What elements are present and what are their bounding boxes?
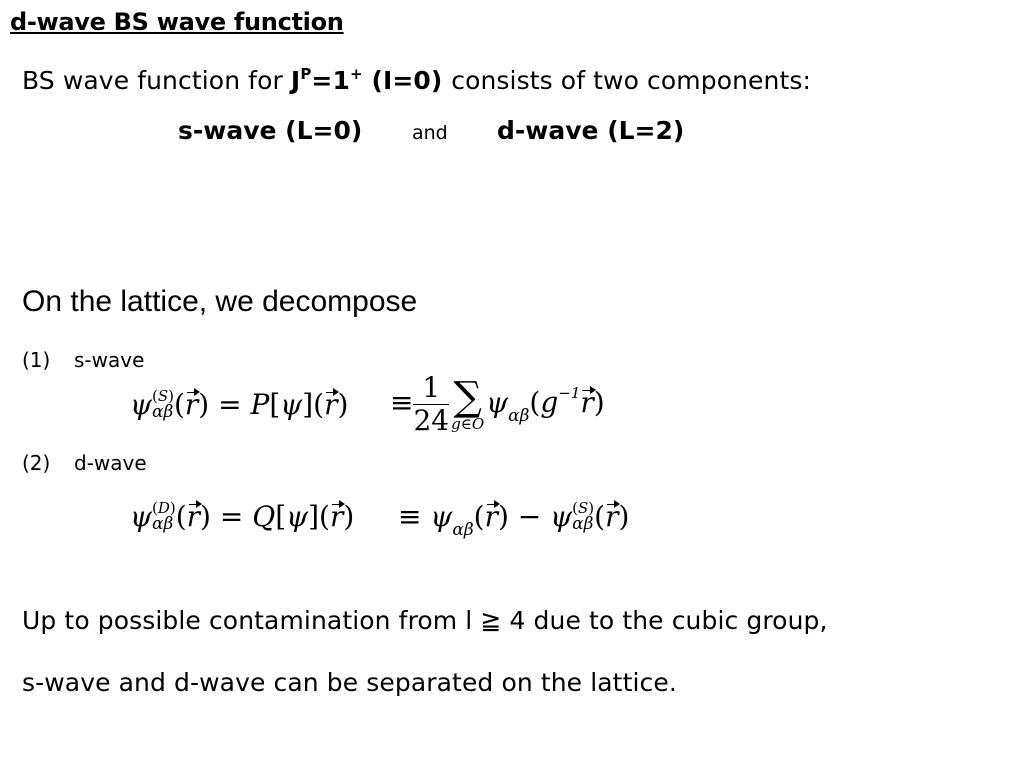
- slide-title: d-wave BS wave function: [10, 8, 344, 36]
- list-item-s-wave: [22, 348, 144, 372]
- component-connector: and: [412, 122, 448, 144]
- closing-line-contamination: Up to possible contamination from l ≧ 4 due to the cubic group,: [22, 606, 828, 635]
- d-wave-difference-equation: ≡ $\psi_{\alpha\beta}(r) - \psi$ (S) αβ (r): [398, 498, 630, 540]
- d-wave-projection-equation: ψ (D) αβ (r) = Q[ψ](r): [130, 498, 355, 534]
- list-item-d-wave: [22, 451, 147, 475]
- intro-suffix: consists of two components:: [451, 66, 812, 95]
- intro-prefix: BS wave function for: [22, 66, 291, 95]
- item-number: (1): [22, 348, 51, 372]
- item-label: d-wave: [74, 451, 147, 475]
- s-wave-component: s-wave (L=0): [178, 116, 363, 145]
- s-wave-average-equation: ≡ $\frac{1}{24}$ ∑ g∈O $\psi_{\alpha\beta}(g^{-1}r)$: [390, 371, 605, 438]
- d-wave-component: d-wave (L=2): [497, 116, 685, 145]
- item-label: s-wave: [74, 348, 145, 372]
- decompose-heading: On the lattice, we decompose: [22, 285, 418, 318]
- intro-sentence: [22, 66, 811, 95]
- closing-line-separation: s-wave and d-wave can be separated on the lattice.: [22, 668, 677, 697]
- s-wave-projection-equation: ψ (S) αβ (r) = P[ψ](r): [130, 386, 349, 422]
- item-number: (2): [22, 451, 51, 475]
- quantum-numbers: $J^P=1^+$ (I=0): [290, 65, 452, 95]
